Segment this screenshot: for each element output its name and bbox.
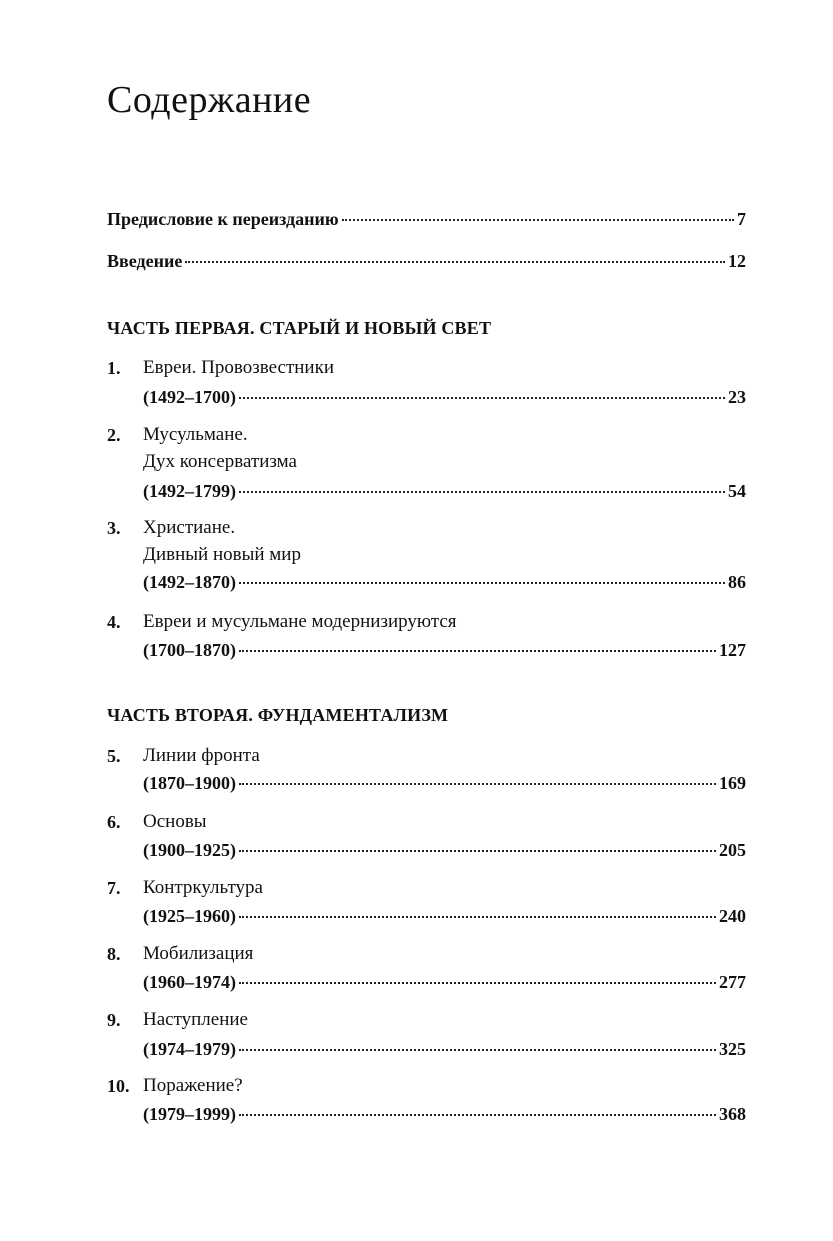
leader-dots — [239, 982, 716, 984]
chapter-number: 4. — [107, 612, 121, 632]
leader-dots — [239, 916, 716, 918]
toc-page-number: 86 — [728, 572, 746, 592]
chapter-number: 5. — [107, 746, 121, 766]
toc-entry-chapter-6[interactable] — [143, 840, 746, 866]
chapter-number: 7. — [107, 878, 121, 898]
chapter-dates: (1700–1870) — [143, 640, 236, 660]
chapter-title: Евреи. Провозвестники — [143, 357, 334, 378]
toc-page-number: 368 — [719, 1104, 746, 1124]
chapter-dates: (1979–1999) — [143, 1104, 236, 1124]
chapter-title: Мобилизация — [143, 943, 254, 964]
toc-page-number: 325 — [719, 1039, 746, 1059]
leader-dots — [239, 1114, 716, 1116]
toc-entry-chapter-8[interactable] — [143, 972, 746, 998]
chapter-title-line-2: Дух консерватизма — [143, 451, 297, 472]
leader-dots — [239, 1049, 716, 1051]
toc-entry-preface[interactable] — [107, 209, 746, 235]
toc-entry-chapter-3[interactable] — [143, 572, 746, 598]
leader-dots — [239, 582, 725, 584]
toc-page-number: 12 — [728, 251, 746, 271]
chapter-dates: (1492–1799) — [143, 481, 236, 501]
chapter-number: 8. — [107, 944, 121, 964]
chapter-dates: (1925–1960) — [143, 906, 236, 926]
chapter-dates: (1870–1900) — [143, 773, 236, 793]
toc-page-number: 54 — [728, 481, 746, 501]
toc-page-number: 127 — [719, 640, 746, 660]
chapter-number: 9. — [107, 1010, 121, 1030]
chapter-title: Контркультура — [143, 877, 263, 898]
chapter-dates: (1900–1925) — [143, 840, 236, 860]
chapter-title: Поражение? — [143, 1075, 243, 1096]
toc-entry-chapter-7[interactable] — [143, 906, 746, 932]
chapter-number: 10. — [107, 1076, 130, 1096]
leader-dots — [185, 261, 725, 263]
toc-entry-chapter-5[interactable] — [143, 773, 746, 799]
chapter-dates: (1492–1870) — [143, 572, 236, 592]
toc-page-number: 169 — [719, 773, 746, 793]
chapter-title-line-2: Дивный новый мир — [143, 544, 301, 565]
page-title: Содержание — [107, 79, 312, 121]
leader-dots — [239, 850, 716, 852]
chapter-title: Наступление — [143, 1009, 248, 1030]
chapter-dates: (1974–1979) — [143, 1039, 236, 1059]
toc-page-number: 23 — [728, 387, 746, 407]
chapter-title: Христиане. — [143, 517, 236, 538]
leader-dots — [342, 219, 734, 221]
toc-page-number: 277 — [719, 972, 746, 992]
toc-entry-chapter-10[interactable] — [143, 1104, 746, 1130]
toc-entry-introduction[interactable] — [107, 251, 746, 277]
chapter-title: Евреи и мусульмане модернизируются — [143, 611, 457, 632]
toc-page-number: 7 — [737, 209, 746, 229]
toc-entry-chapter-1[interactable] — [143, 387, 746, 413]
toc-entry-label: Введение — [107, 251, 183, 271]
leader-dots — [239, 397, 725, 399]
leader-dots — [239, 650, 716, 652]
part-heading: ЧАСТЬ ПЕРВАЯ. СТАРЫЙ И НОВЫЙ СВЕТ — [107, 318, 492, 338]
chapter-number: 6. — [107, 812, 121, 832]
part-heading: ЧАСТЬ ВТОРАЯ. ФУНДАМЕНТАЛИЗМ — [107, 705, 449, 725]
toc-entry-label: Предисловие к переизданию — [107, 209, 339, 229]
chapter-title: Линии фронта — [143, 745, 260, 766]
chapter-number: 2. — [107, 425, 121, 445]
chapter-dates: (1492–1700) — [143, 387, 236, 407]
toc-page-number: 205 — [719, 840, 746, 860]
chapter-title: Основы — [143, 811, 207, 832]
chapter-number: 1. — [107, 358, 121, 378]
toc-entry-chapter-2[interactable] — [143, 481, 746, 507]
chapter-dates: (1960–1974) — [143, 972, 236, 992]
chapter-number: 3. — [107, 518, 121, 538]
leader-dots — [239, 783, 716, 785]
toc-entry-chapter-9[interactable] — [143, 1039, 746, 1065]
toc-page-number: 240 — [719, 906, 746, 926]
leader-dots — [239, 491, 725, 493]
chapter-title: Мусульмане. — [143, 424, 248, 445]
toc-entry-chapter-4[interactable] — [143, 640, 746, 666]
